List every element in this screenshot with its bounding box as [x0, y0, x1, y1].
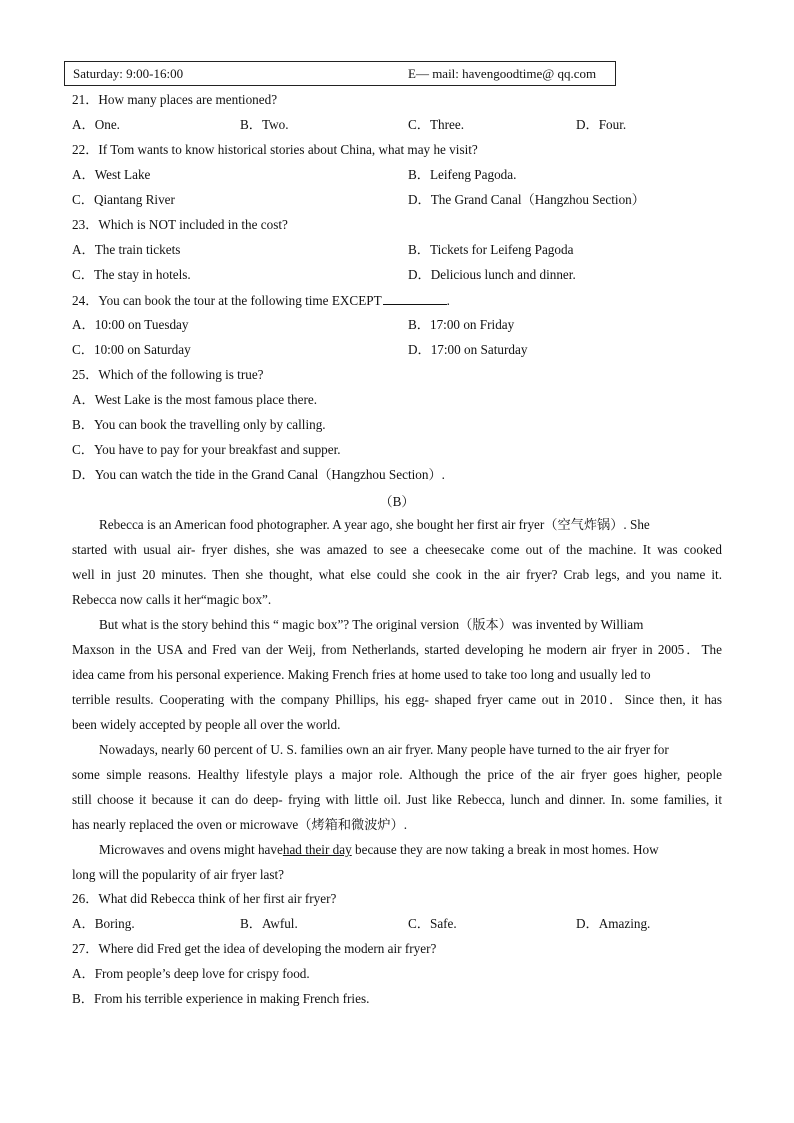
- question-22: 22．If Tom wants to know historical stories about China, what may he visit?: [72, 142, 478, 157]
- section-b-heading: （B）: [379, 494, 415, 509]
- passage-p2-line-1: But what is the story behind this “ magic box”? The original version（版本）was invented by William: [99, 617, 644, 632]
- question-21: 21．How many places are mentioned?: [72, 92, 278, 107]
- passage-p2-line-3: idea came from his personal experience. Making French fries at home used to take too long and usually led to: [72, 667, 651, 682]
- q21-option-c: C．Three.: [408, 117, 465, 132]
- answer-blank: [383, 292, 447, 305]
- q23-option-c: C．The stay in hotels.: [72, 267, 191, 282]
- question-23: 23．Which is NOT included in the cost?: [72, 217, 288, 232]
- q26-option-d: D．Amazing.: [576, 916, 651, 931]
- q23-option-d: D．Delicious lunch and dinner.: [408, 267, 576, 282]
- q25-option-d: D．You can watch the tide in the Grand Canal（Hangzhou Section）.: [72, 467, 445, 482]
- question-25: 25．Which of the following is true?: [72, 367, 264, 382]
- passage-p4-line-1: [99, 842, 659, 858]
- passage-p2-line-5: been widely accepted by people all over the world.: [72, 717, 341, 732]
- passage-p1-line-4: Rebecca now calls it her“magic box”.: [72, 592, 272, 607]
- q25-option-a: A．West Lake is the most famous place there.: [72, 392, 318, 407]
- p4-text-before: Microwaves and ovens might have: [99, 842, 283, 857]
- q26-option-a: A．Boring.: [72, 916, 135, 931]
- question-24-end: .: [446, 293, 450, 308]
- q25-option-c: C．You have to pay for your breakfast and supper.: [72, 442, 341, 457]
- q22-option-a: A．West Lake: [72, 167, 151, 182]
- question-24: [72, 292, 450, 309]
- q21-option-b: B．Two.: [240, 117, 289, 132]
- question-24-text: 24．You can book the tour at the following time EXCEPT: [72, 293, 382, 308]
- passage-p3-line-3: still choose it because it can do deep- frying with little oil. Just like Rebecca, lunch and dinner. In. some families, it: [72, 792, 722, 807]
- q24-option-c: C．10:00 on Saturday: [72, 342, 191, 357]
- q22-option-c: C．Qiantang River: [72, 192, 175, 207]
- schedule-info-box: [64, 61, 616, 86]
- passage-p2-line-2: Maxson in the USA and Fred van der Weij, from Netherlands, started developing he modern air fryer in 2005．The: [72, 642, 722, 657]
- passage-p3-line-4: has nearly replaced the oven or microwave（烤箱和微波炉）.: [72, 817, 408, 832]
- question-27: 27．Where did Fred get the idea of developing the modern air fryer?: [72, 941, 437, 956]
- q26-option-c: C．Safe.: [408, 916, 457, 931]
- question-26: 26．What did Rebecca think of her first air fryer?: [72, 891, 337, 906]
- contact-email: E— mail: havengoodtime@ qq.com: [408, 66, 597, 81]
- q22-option-d: D．The Grand Canal（Hangzhou Section）: [408, 192, 645, 207]
- q24-option-a: A．10:00 on Tuesday: [72, 317, 189, 332]
- q23-option-b: B．Tickets for Leifeng Pagoda: [408, 242, 574, 257]
- passage-p1-line-2: started with usual air- fryer dishes, she was amazed to see a cheesecake come out of the machine. It was cooked: [72, 542, 722, 557]
- q27-option-a: A．From people’s deep love for crispy food.: [72, 966, 310, 981]
- passage-p3-line-1: Nowadays, nearly 60 percent of U. S. families own an air fryer. Many people have turned to the air fryer for: [99, 742, 669, 757]
- underlined-phrase: had their day: [282, 842, 352, 857]
- passage-p1-line-1: Rebecca is an American food photographer. A year ago, she bought her first air fryer（空气炸锅）. She: [99, 517, 650, 532]
- passage-p1-line-3: well in just 20 minutes. Then she thought, what else could she cook in the air fryer? Crab legs, and you name it.: [72, 567, 722, 582]
- q25-option-b: B．You can book the travelling only by calling.: [72, 417, 326, 432]
- q24-option-d: D．17:00 on Saturday: [408, 342, 528, 357]
- q23-option-a: A．The train tickets: [72, 242, 181, 257]
- passage-p4-line-2: long will the popularity of air fryer last?: [72, 867, 285, 882]
- q21-option-a: A．One.: [72, 117, 120, 132]
- opening-hours: Saturday: 9:00-16:00: [73, 66, 184, 81]
- q22-option-b: B．Leifeng Pagoda.: [408, 167, 517, 182]
- passage-p2-line-4: terrible results. Cooperating with the company Phillips, his egg- shaped fryer came out in 2010．Since then, it has: [72, 692, 722, 707]
- p4-text-after: because they are now taking a break in most homes. How: [351, 842, 659, 857]
- q24-option-b: B．17:00 on Friday: [408, 317, 515, 332]
- q21-option-d: D．Four.: [576, 117, 627, 132]
- q26-option-b: B．Awful.: [240, 916, 298, 931]
- passage-p3-line-2: some simple reasons. Healthy lifestyle plays a major role. Although the price of the air fryer goes higher, people: [72, 767, 722, 782]
- q27-option-b: B．From his terrible experience in making French fries.: [72, 991, 370, 1006]
